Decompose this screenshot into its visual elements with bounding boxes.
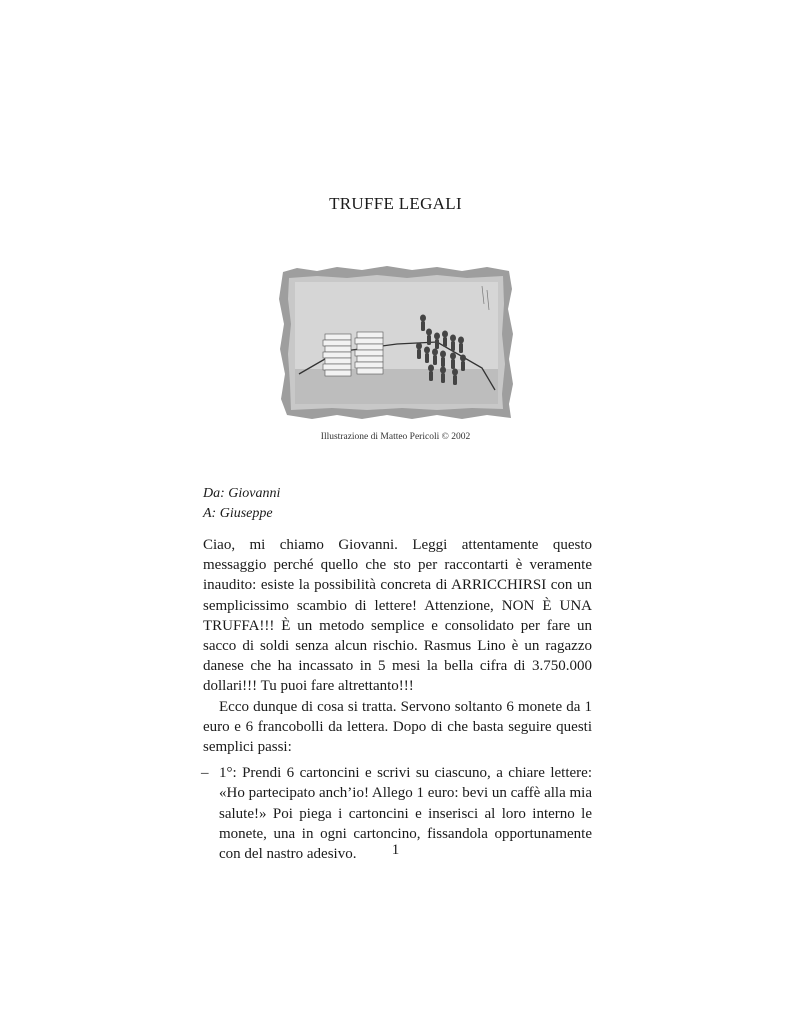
paragraph: Ciao, mi chiamo Giovanni. Leggi attentamente questo messaggio perché quello che sto per raccontarti è veramente inaudito: esiste la possibilità concreta di ARRICCHIRSI con un semplicissimo scambio di lettere! Attenzione, NON È UNA TRUFFA!!! È un metodo semplice e consolidato per fare un sacco di soldi senza alcun rischio. Rasmus Lino è un ragazzo danese che ha incassato in 5 mesi la bella cifra di 3.750.000 dollari!!! Tu puoi fare altrettanto!!! [203,537,592,695]
to-line: A: Giuseppe [203,506,273,521]
letter-header [203,484,280,524]
page-title: TRUFFE LEGALI [329,194,462,213]
from-line: Da: Giovanni [203,486,281,501]
letter-body [203,535,592,864]
list-marker: – [201,765,209,782]
illustration-image [277,264,515,422]
page-number: 1 [391,842,400,858]
illustration-caption: Illustrazione di Matteo Pericoli © 2002 [320,432,471,442]
paragraph: Ecco dunque di cosa si tratta. Servono soltanto 6 monete da 1 euro e 6 francobolli da lettera. Dopo di che basta seguire questi semplici passi: [203,698,592,756]
list-item-text: 1°: Prendi 6 cartoncini e scrivi su ciascuno, a chiare lettere: «Ho partecipato anch’io! Allego 1 euro: bevi un caffè alla mia salute!» Poi piega i cartoncini e inserisci al loro interno le monete, una in ogni cartoncino, fissandola opportunamente con del nastro adesivo. [219,765,592,863]
